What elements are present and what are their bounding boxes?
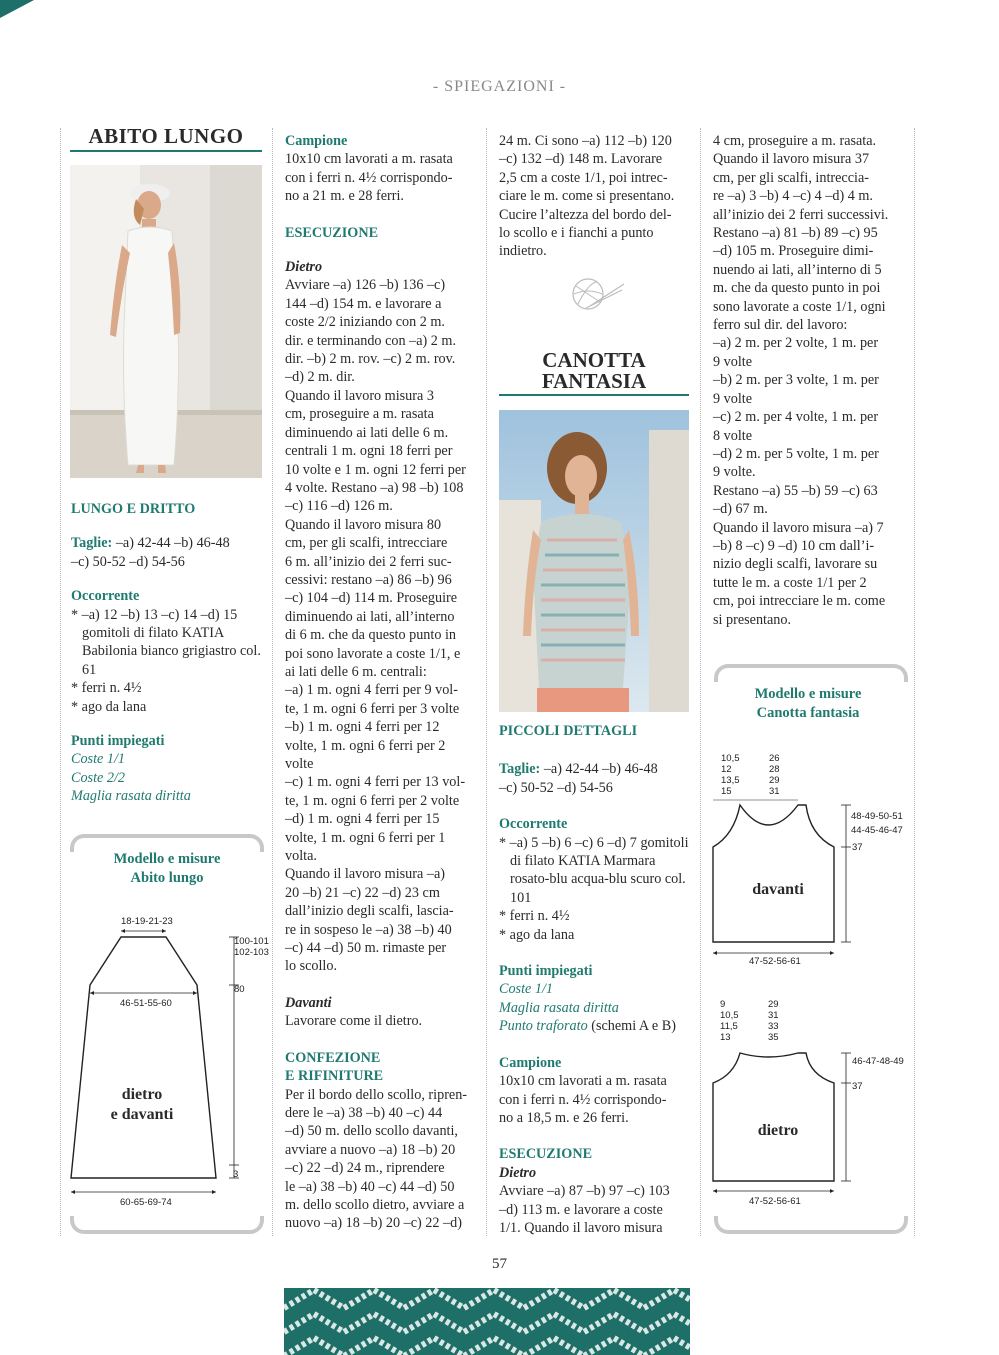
confezione-continuation — [499, 132, 691, 261]
punto-item: Coste 2/2 — [71, 769, 125, 786]
punto-item-line — [499, 1017, 691, 1035]
text-line: –b) 1 m. ogni 4 ferri per 12 — [285, 719, 440, 736]
measure: 29 — [769, 775, 780, 786]
title-underline — [499, 394, 689, 396]
column-3-text-top — [499, 132, 691, 261]
text-line: –d) 2 m. dir. — [285, 369, 355, 386]
diagram-title-line: Canotta fantasia — [756, 705, 860, 721]
text-line: 144 –d) 154 m. e lavorare a — [285, 295, 442, 312]
title-line: FANTASIA — [541, 369, 647, 393]
text-line: –a) 1 m. ogni 4 ferri per 9 vol- — [285, 682, 458, 699]
text-line: –d) 105 m. Proseguire dimi- — [713, 243, 874, 260]
back-neck-col — [768, 999, 779, 1043]
measure: 15 — [721, 786, 732, 797]
confezione-label-2: E RIFINITURE — [285, 1068, 384, 1085]
text-line: cessivi: restano –a) 86 –b) 96 — [285, 571, 452, 588]
text-line: Quando il lavoro misura 3 — [285, 387, 434, 404]
column-3-text — [499, 722, 691, 1237]
measure: 9 — [720, 999, 726, 1010]
text-line: m. che da questo punto in poi — [713, 280, 881, 297]
measure: 28 — [769, 764, 780, 775]
text-line: Restano –a) 81 –b) 89 –c) 95 — [713, 225, 878, 242]
diagram-bracket-bottom — [70, 1216, 264, 1234]
text-line: –c) 44 –d) 50 m. rimaste per — [285, 940, 447, 957]
confezione-label-1: CONFEZIONE — [285, 1049, 381, 1066]
diagram-title-line: Modello e misure — [113, 851, 221, 867]
diagram-title-line: Abito lungo — [130, 870, 204, 886]
front-armhole-col — [721, 753, 740, 797]
davanti-label: Davanti — [285, 994, 332, 1011]
text-line: –c) 2 m. per 4 volte, 1 m. per — [713, 409, 879, 426]
text-line: 9 volte. — [713, 464, 756, 481]
front-piece-label: davanti — [752, 881, 804, 898]
column-divider — [914, 128, 915, 1236]
measure: 11,5 — [720, 1021, 738, 1032]
punto-item: Coste 1/1 — [71, 751, 125, 768]
text-line: cm, proseguire a m. rasata — [285, 406, 434, 423]
column-divider — [700, 128, 701, 1236]
campione-label: Campione — [285, 133, 348, 149]
back-armhole-col — [720, 999, 739, 1043]
corner-decoration — [0, 0, 34, 18]
back-body-height: 37 — [852, 1081, 863, 1092]
punto-item: Coste 1/1 — [499, 981, 553, 998]
taglie-value-2: –c) 50-52 –d) 54-56 — [71, 553, 185, 570]
text-line: indietro. — [499, 243, 547, 260]
measure: 10,5 — [721, 753, 740, 764]
campione-label: Campione — [499, 1054, 562, 1071]
front-body-height: 37 — [852, 842, 863, 853]
text-line: re in sospeso le –a) 38 –b) 40 — [285, 921, 452, 938]
text-line: 4 volte. Restano –a) 98 –b) 108 — [285, 479, 464, 496]
occorrente-item: * –a) 12 –b) 13 –c) 14 –d) 15 gomitoli di filato KATIA Babilonia bianco grigiastro col. 61 — [71, 606, 261, 678]
column-1-text — [71, 500, 263, 806]
text-line: Quando il lavoro misura 80 — [285, 516, 442, 533]
punto-item: Punto traforato — [499, 1018, 588, 1035]
occorrente-item: * ago da lana — [71, 698, 147, 715]
page-number: 57 — [492, 1256, 507, 1272]
text-line: centrali 1 m. ogni 18 ferri per — [285, 443, 453, 460]
measure-chest: 46-51-55-60 — [120, 998, 172, 1009]
photo-abito-lungo — [70, 165, 262, 478]
text-line: –d) 113 m. e lavorare a coste — [499, 1201, 663, 1218]
title-canotta-fantasia — [499, 350, 689, 392]
text-line: –c) 22 –d) 24 m., riprendere — [285, 1160, 445, 1177]
text-line: 1/1. Quando il lavoro misura — [499, 1219, 663, 1236]
column-2-text — [285, 132, 477, 1233]
text-line: sono lavorate a coste 1/1, ogni — [713, 298, 886, 315]
text-line: no a 18,5 m. e 26 ferri. — [499, 1109, 629, 1126]
text-line: 6 m. all’inizio dei 2 ferri suc- — [285, 553, 452, 570]
measure-bottom: 60-65-69-74 — [120, 1197, 172, 1208]
text-line: 20 –b) 21 –c) 22 –d) 23 cm — [285, 884, 440, 901]
piece-label-line: dietro — [121, 1086, 163, 1103]
text-line: Quando il lavoro misura –a) 7 — [713, 519, 884, 536]
text-line: Avviare –a) 126 –b) 136 –c) — [285, 277, 446, 294]
esecuzione-label: ESECUZIONE — [499, 1146, 593, 1163]
text-line: –c) 132 –d) 148 m. Lavorare — [499, 151, 663, 168]
text-line: lo scollo. — [285, 958, 338, 975]
text-line: –c) 116 –d) 126 m. — [285, 498, 393, 515]
scalfi-text — [713, 132, 905, 629]
taglie-line — [499, 760, 691, 778]
text-line: –d) 50 m. dello scollo davanti, — [285, 1123, 458, 1140]
back-bottom: 47-52-56-61 — [749, 1196, 801, 1207]
diagram-piece-label — [96, 1085, 188, 1125]
text-line: 8 volte — [713, 427, 753, 444]
front-bottom: 47-52-56-61 — [749, 956, 801, 967]
punti-label: Punti impiegati — [499, 963, 593, 980]
text-line: ai lati delle 6 m. centrali: — [285, 663, 427, 680]
column-divider — [60, 128, 61, 1236]
text-line: le –a) 38 –b) 40 –c) 44 –d) 50 — [285, 1178, 455, 1195]
taglie-value-1: –a) 42-44 –b) 46-48 — [540, 761, 658, 778]
measure-top-width: 18-19-21-23 — [121, 916, 173, 927]
text-line: Avviare –a) 87 –b) 97 –c) 103 — [499, 1183, 670, 1200]
diagram-title-line: Modello e misure — [754, 686, 862, 702]
text-line: –b) 8 –c) 9 –d) 10 cm dall’i- — [713, 537, 875, 554]
measure: 12 — [721, 764, 732, 775]
measure: 13,5 — [721, 775, 740, 786]
diagram-canotta-dietro — [706, 1045, 856, 1195]
text-line: 2,5 cm a coste 1/1, poi intrec- — [499, 169, 668, 186]
text-line: nuovo –a) 18 –b) 20 –c) 22 –d) — [285, 1215, 462, 1232]
text-line: con i ferri n. 4½ corrispondo- — [499, 1091, 667, 1108]
front-total-height-2: 44-45-46-47 — [851, 825, 903, 836]
text-line: cm, poi intrecciare le m. come — [713, 593, 886, 610]
text-line: Per il bordo dello scollo, ripren- — [285, 1086, 468, 1103]
column-divider — [486, 128, 487, 1236]
section-lungo-e-dritto: LUNGO E DRITTO — [71, 501, 196, 517]
diagram-bracket-top — [714, 664, 908, 682]
text-line: si presentano. — [713, 611, 792, 628]
text-line: poi sono lavorate a coste 1/1, e — [285, 645, 461, 662]
text-line: –d) 2 m. per 5 volte, 1 m. per — [713, 445, 879, 462]
measure-total-height-1: 100-101 — [234, 936, 269, 947]
text-line: m. dello scollo dietro, avviare a — [285, 1196, 465, 1213]
text-line: re –a) 3 –b) 4 –c) 4 –d) 4 m. — [713, 188, 873, 205]
dietro-label: Dietro — [285, 259, 323, 276]
text-line: –c) 1 m. ogni 4 ferri per 13 vol- — [285, 774, 466, 791]
text-line: –a) 2 m. per 2 volte, 1 m. per — [713, 335, 879, 352]
piece-label-line: e davanti — [110, 1106, 174, 1123]
dietro-text — [285, 276, 477, 975]
text-line: di 6 m. che da questo punto in — [285, 627, 457, 644]
text-line: no a 21 m. e 28 ferri. — [285, 188, 404, 205]
back-total-height: 46-47-48-49 — [852, 1056, 904, 1067]
measure: 35 — [768, 1032, 779, 1043]
occorrente-label: Occorrente — [499, 816, 568, 833]
text-line: lo scollo e i fianchi a punto — [499, 225, 654, 242]
text-line: –b) 2 m. per 3 volte, 1 m. per — [713, 372, 879, 389]
punto-item: Maglia rasata diritta — [71, 788, 191, 805]
punto-item: Maglia rasata diritta — [499, 999, 619, 1016]
front-neck-col — [769, 753, 780, 797]
text-line: te, 1 m. ogni 6 ferri per 2 volte — [285, 792, 460, 809]
taglie-line — [71, 534, 263, 552]
davanti-text: Lavorare come il dietro. — [285, 1013, 423, 1030]
text-line: volte, 1 m. ogni 6 ferri per 2 — [285, 737, 446, 754]
occorrente-label: Occorrente — [71, 588, 140, 605]
text-line: ciare le m. come si presentano. — [499, 188, 675, 205]
measure: 31 — [768, 1010, 779, 1021]
text-line: avviare a nuovo –a) 18 –b) 20 — [285, 1141, 456, 1158]
knit-pattern-decoration — [284, 1288, 690, 1355]
diagram-bracket-bottom — [714, 1216, 908, 1234]
text-line: diminuendo ai lati delle 6 m. — [285, 424, 449, 441]
dietro-label: Dietro — [499, 1164, 537, 1181]
measure-armhole: 80 — [234, 984, 245, 995]
section-piccoli-dettagli: PICCOLI DETTAGLI — [499, 723, 638, 739]
text-line: dere le –a) 38 –b) 40 –c) 44 — [285, 1104, 443, 1121]
front-total-height: 48-49-50-51 — [851, 811, 903, 822]
text-line: 24 m. Ci sono –a) 112 –b) 120 — [499, 133, 672, 149]
text-line: coste 2/2 iniziando con 2 m. — [285, 314, 445, 331]
measure: 26 — [769, 753, 780, 764]
text-line: dir. e terminando con –a) 2 m. — [285, 332, 456, 349]
taglie-value-2: –c) 50-52 –d) 54-56 — [499, 779, 613, 796]
measure: 10,5 — [720, 1010, 739, 1021]
text-line: 10 volte e 1 m. ogni 12 ferri per — [285, 461, 466, 478]
measure-hem: 3 — [233, 1169, 239, 1180]
measure: 29 — [768, 999, 779, 1010]
back-piece-label: dietro — [757, 1122, 799, 1139]
occorrente-item: * ferri n. 4½ — [71, 680, 142, 697]
text-line: 10x10 cm lavorati a m. rasata — [285, 151, 453, 168]
text-line: volte — [285, 756, 314, 772]
occorrente-item: * –a) 5 –b) 6 –c) 6 –d) 7 gomitoli di filato KATIA Marmara rosato-blu acqua-blu scuro col. 101 — [499, 834, 689, 906]
taglie-label: Taglie: — [71, 535, 113, 552]
measure-total-height-2: 102-103 — [234, 947, 269, 958]
taglie-label: Taglie: — [499, 761, 541, 778]
text-line: dir. –b) 2 m. rov. –c) 2 m. rov. — [285, 351, 456, 368]
text-line: tutte le m. a coste 1/1 per 2 — [713, 574, 867, 591]
text-line: 9 volte — [713, 390, 753, 407]
text-line: ferro sul dir. del lavoro: — [713, 317, 848, 334]
title-abito-lungo: ABITO LUNGO — [88, 124, 244, 148]
diagram-title-1 — [66, 850, 268, 888]
text-line: –d) 67 m. — [713, 501, 768, 518]
text-line: diminuendo ai lati, all’interno — [285, 608, 455, 625]
text-line: dall’inizio degli scalfi, lascia- — [285, 903, 454, 920]
text-line: all’inizio dei 2 ferri successivi. — [713, 206, 889, 223]
text-line: nizio degli scalfi, lavorare su — [713, 556, 878, 573]
column-4-text — [713, 132, 905, 629]
measure: 13 — [720, 1032, 731, 1043]
text-line: te, 1 m. ogni 6 ferri per 3 volte — [285, 700, 460, 717]
page-header: - SPIEGAZIONI - — [432, 78, 567, 95]
text-line: Quando il lavoro misura 37 — [713, 151, 870, 168]
esecuzione-label: ESECUZIONE — [285, 224, 379, 241]
taglie-value-1: –a) 42-44 –b) 46-48 — [112, 535, 230, 552]
text-line: cm, per gli scalfi, intreccia- — [713, 169, 869, 186]
text-line: volte, 1 m. ogni 6 ferri per 1 — [285, 829, 446, 846]
text-line: –c) 104 –d) 114 m. Proseguire — [285, 590, 458, 607]
text-line: –d) 1 m. ogni 4 ferri per 15 — [285, 811, 440, 828]
text-line: 4 cm, proseguire a m. rasata. — [713, 133, 877, 149]
title-line: CANOTTA — [542, 348, 646, 372]
punto-note: (schemi A e B) — [587, 1018, 676, 1035]
occorrente-item: * ago da lana — [499, 926, 575, 943]
yarn-ball-icon — [560, 276, 626, 312]
text-line: 10x10 cm lavorati a m. rasata — [499, 1073, 667, 1090]
diagram-title-2 — [708, 685, 908, 723]
punti-label: Punti impiegati — [71, 733, 165, 750]
text-line: nuendo ai lati, all’interno di 5 — [713, 261, 882, 278]
confezione-text — [285, 1086, 477, 1233]
text-line: cm, per gli scalfi, intrecciare — [285, 535, 448, 552]
text-line: con i ferri n. 4½ corrispondo- — [285, 169, 453, 186]
title-underline — [70, 150, 262, 152]
text-line: Quando il lavoro misura –a) — [285, 866, 445, 883]
text-line: Restano –a) 55 –b) 59 –c) 63 — [713, 482, 878, 499]
text-line: volta. — [285, 848, 317, 865]
photo-canotta-fantasia — [499, 410, 689, 712]
text-line: Cucire l’altezza del bordo del- — [499, 206, 672, 223]
measure: 33 — [768, 1021, 779, 1032]
occorrente-item: * ferri n. 4½ — [499, 908, 570, 925]
text-line: 9 volte — [713, 353, 753, 370]
measure: 31 — [769, 786, 780, 797]
